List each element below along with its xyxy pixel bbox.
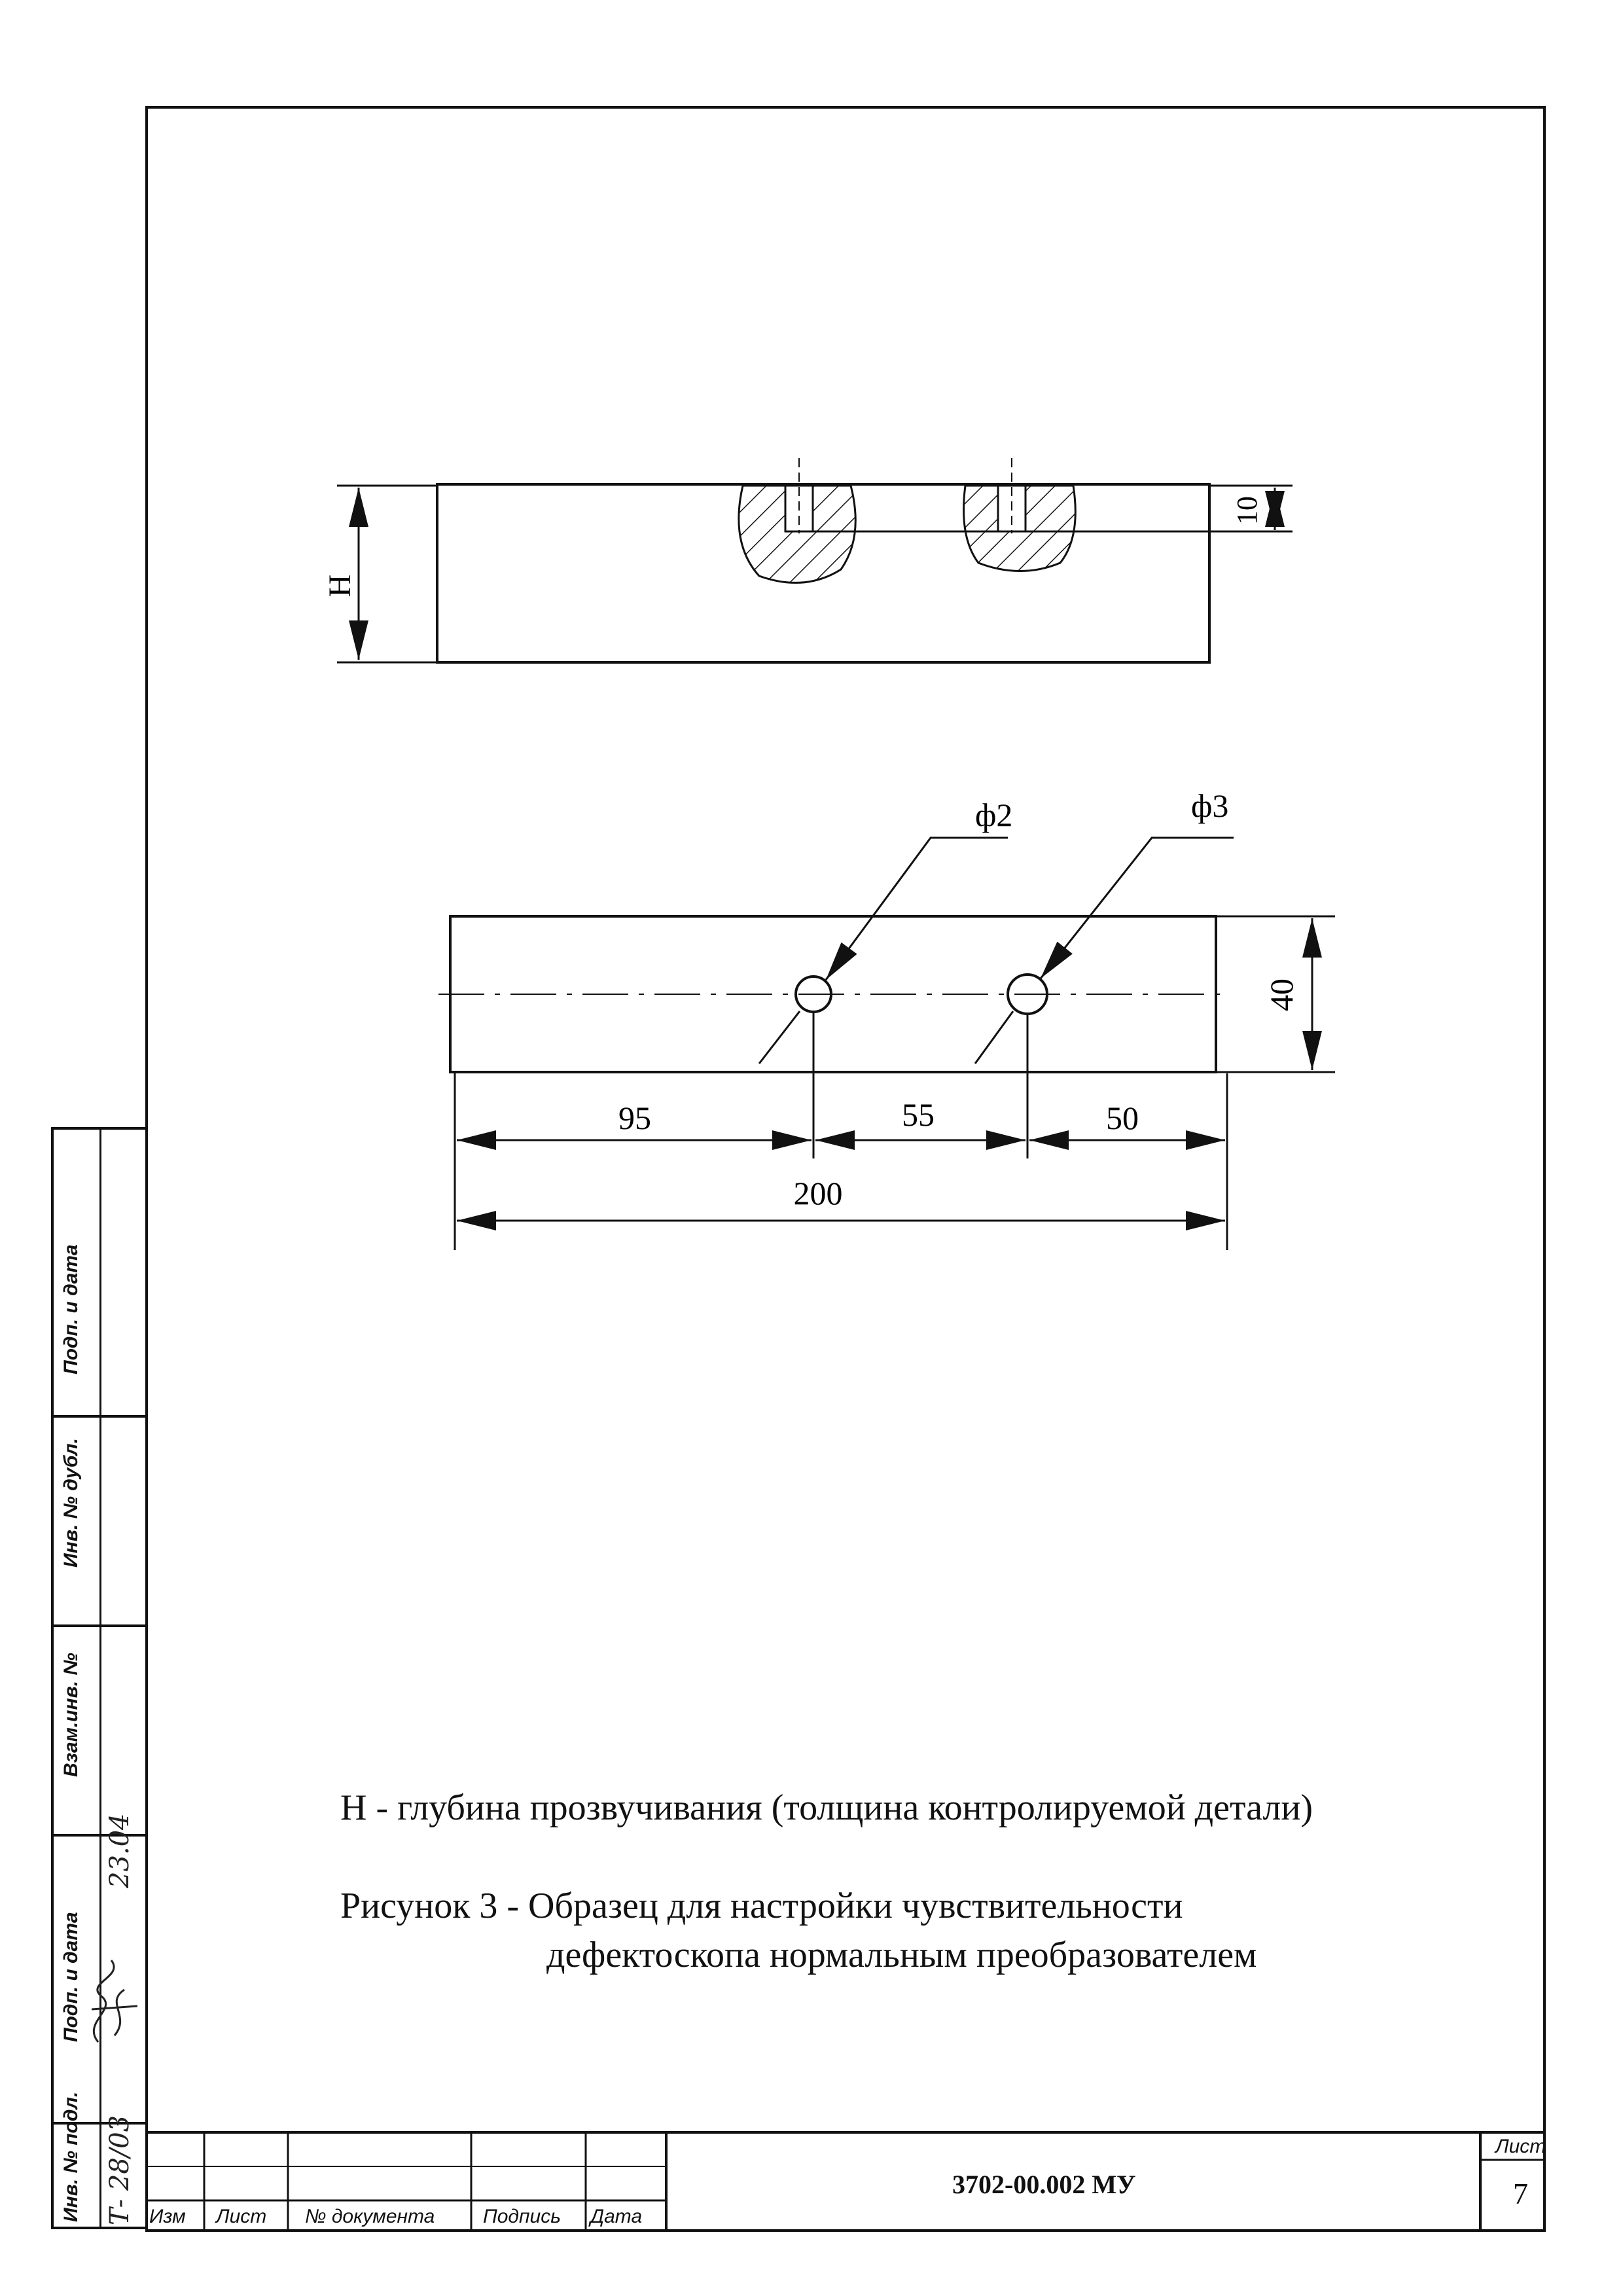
hole-d2-label: ф2 xyxy=(975,797,1013,833)
stamp-podp-data-2: Подп. и дата xyxy=(60,1912,82,2042)
stamp-vzam-inv: Взам.инв. № xyxy=(60,1653,82,1777)
stamp-inv-value: Т- 28/03 xyxy=(105,2115,135,2225)
stamp-date-value: 23.04 xyxy=(105,1813,135,1888)
tb-doc-no: № документа xyxy=(305,2206,435,2227)
figure-caption-line2: дефектоскопа нормальным преобразователем xyxy=(546,1935,1257,1975)
tb-izm: Изм xyxy=(149,2206,186,2227)
tb-list: Лист xyxy=(216,2206,267,2227)
dim-depth: 10 xyxy=(1231,496,1263,525)
figure-legend: Н - глубина прозвучивания (толщина контролируемой детали) xyxy=(340,1787,1313,1828)
tb-data: Дата xyxy=(590,2206,643,2227)
hole-d3-label: ф3 xyxy=(1191,787,1229,824)
tb-sheet-number: 7 xyxy=(1513,2177,1528,2210)
dim-total: 200 xyxy=(793,1175,843,1211)
stamp-podp-data-1: Подп. и дата xyxy=(60,1244,82,1374)
stamp-inv-podl: Инв. № подл. xyxy=(60,2091,82,2222)
figure-caption-line1: Рисунок 3 - Образец для настройки чувствительности xyxy=(340,1886,1183,1926)
dim-right: 50 xyxy=(1106,1100,1139,1136)
tb-sheet-label: Лист xyxy=(1495,2136,1546,2157)
label-H: Н xyxy=(323,574,357,598)
tb-podpis: Подпись xyxy=(483,2206,561,2227)
dim-left: 95 xyxy=(618,1100,651,1136)
plan-view xyxy=(438,838,1335,1250)
stamp-inv-dubl: Инв. № дубл. xyxy=(60,1438,82,1568)
section-view xyxy=(337,458,1293,662)
tb-designation: 3702-00.002 МУ xyxy=(952,2170,1136,2199)
dim-mid: 55 xyxy=(902,1096,935,1133)
dim-width: 40 xyxy=(1263,978,1300,1011)
signature-scribble xyxy=(79,1944,144,2049)
